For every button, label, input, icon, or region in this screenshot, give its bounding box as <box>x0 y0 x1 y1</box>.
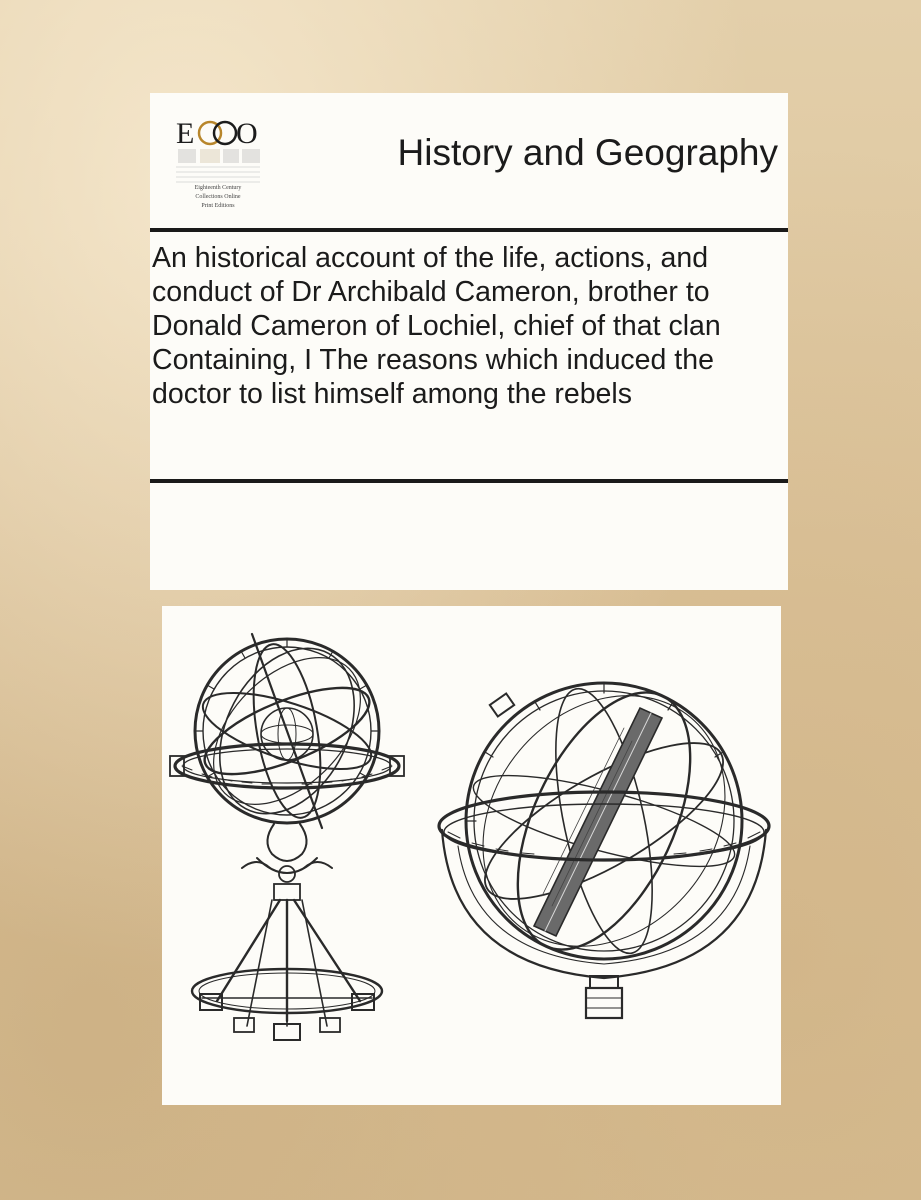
title-panel <box>150 93 788 590</box>
right-armillary-sphere <box>433 647 775 1018</box>
ecco-logo <box>170 103 266 221</box>
top-divider <box>150 228 788 232</box>
left-armillary-sphere <box>170 625 404 1040</box>
svg-text:O: O <box>236 117 258 150</box>
logo-caption-line-3: Print Editions <box>201 203 235 209</box>
armillary-spheres-engraving <box>162 606 781 1105</box>
svg-text:E: E <box>176 117 194 150</box>
bottom-divider <box>150 479 788 483</box>
illustration-plate <box>162 606 781 1105</box>
series-title: History and Geography <box>397 132 778 173</box>
logo-caption-line-2: Collections Online <box>195 194 241 200</box>
logo-caption-line-1: Eighteenth Century <box>194 185 242 191</box>
ecco-logo-icon <box>170 103 266 221</box>
book-title: An historical account of the life, actions, and conduct of Dr Archibald Cameron, brother to Donald Cameron of Lochiel, chief of that clan Containing, I The reasons which induced the doctor to list himself among the rebels <box>152 242 721 410</box>
